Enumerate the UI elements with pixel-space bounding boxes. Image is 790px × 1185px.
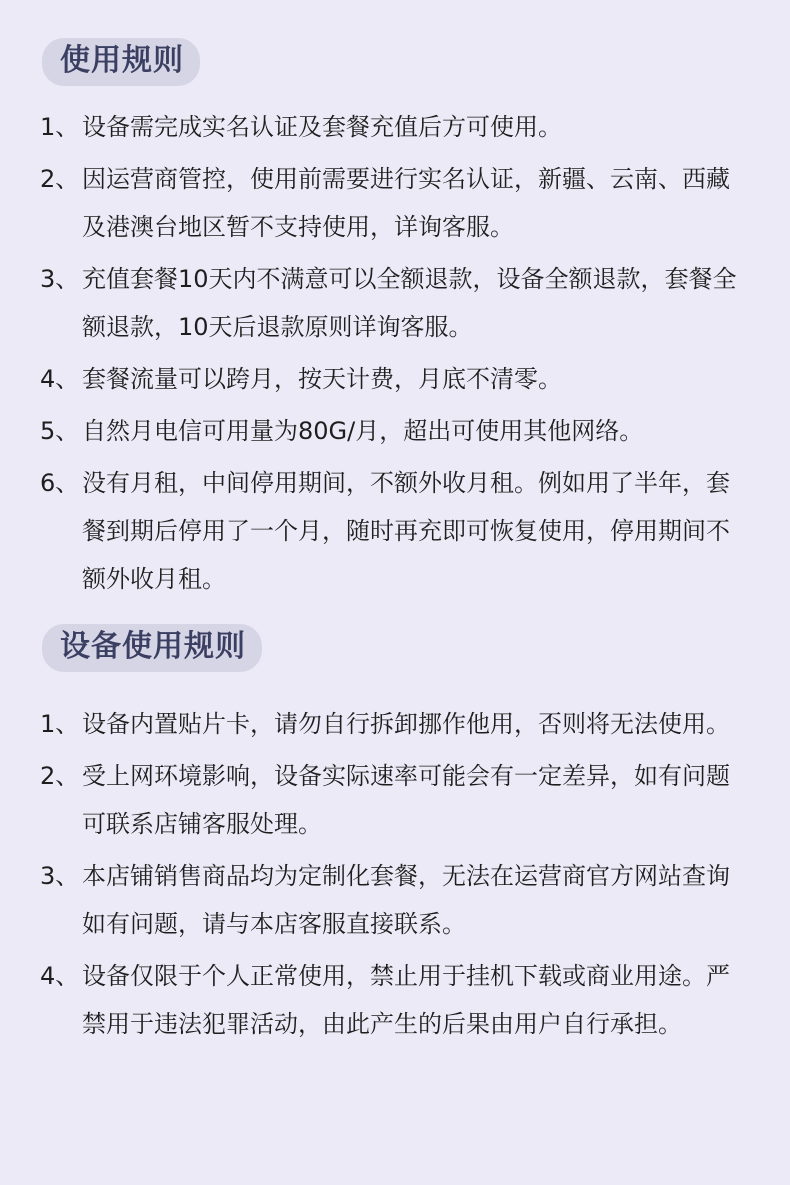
item-text: 设备需完成实名认证及套餐充值后方可使用。	[82, 113, 562, 141]
item-text: 本店铺销售商品均为定制化套餐，无法在运营商官方网站查询如有问题，请与本店客服直接联系。	[82, 862, 730, 938]
item-number: 1、	[40, 710, 80, 738]
item-text: 套餐流量可以跨月，按天计费，月底不清零。	[82, 365, 562, 393]
item-number: 4、	[40, 962, 80, 990]
item-number: 2、	[40, 762, 80, 790]
item-number: 5、	[40, 417, 80, 445]
device-rules-section	[40, 624, 740, 1052]
device-rules-title: 设备使用规则	[42, 624, 262, 672]
list-item	[40, 155, 740, 251]
list-item	[40, 407, 740, 455]
list-item	[40, 700, 740, 748]
device-rules-list	[40, 700, 740, 1048]
item-number: 3、	[40, 265, 80, 293]
item-number: 6、	[40, 469, 80, 497]
list-item	[40, 255, 740, 351]
list-item	[40, 852, 740, 948]
item-number: 2、	[40, 165, 80, 193]
list-item	[40, 459, 740, 603]
item-text: 自然月电信可用量为80G/月，超出可使用其他网络。	[82, 417, 644, 445]
list-item	[40, 103, 740, 151]
item-number: 1、	[40, 113, 80, 141]
item-text: 受上网环境影响，设备实际速率可能会有一定差异，如有问题可联系店铺客服处理。	[82, 762, 730, 838]
usage-rules-title: 使用规则	[42, 38, 200, 86]
item-text: 设备仅限于个人正常使用，禁止用于挂机下载或商业用途。严禁用于违法犯罪活动，由此产生的后果由用户自行承担。	[82, 962, 730, 1038]
usage-rules-section	[40, 38, 740, 607]
usage-rules-list	[40, 103, 740, 603]
item-text: 因运营商管控，使用前需要进行实名认证，新疆、云南、西藏及港澳台地区暂不支持使用，详询客服。	[82, 165, 730, 241]
list-item	[40, 355, 740, 403]
item-text: 充值套餐10天内不满意可以全额退款，设备全额退款，套餐全额退款，10天后退款原则详询客服。	[82, 265, 737, 341]
item-text: 设备内置贴片卡，请勿自行拆卸挪作他用，否则将无法使用。	[82, 710, 730, 738]
item-number: 3、	[40, 862, 80, 890]
item-number: 4、	[40, 365, 80, 393]
item-text: 没有月租，中间停用期间，不额外收月租。例如用了半年，套餐到期后停用了一个月，随时再充即可恢复使用，停用期间不额外收月租。	[82, 469, 730, 593]
list-item	[40, 952, 740, 1048]
list-item	[40, 752, 740, 848]
